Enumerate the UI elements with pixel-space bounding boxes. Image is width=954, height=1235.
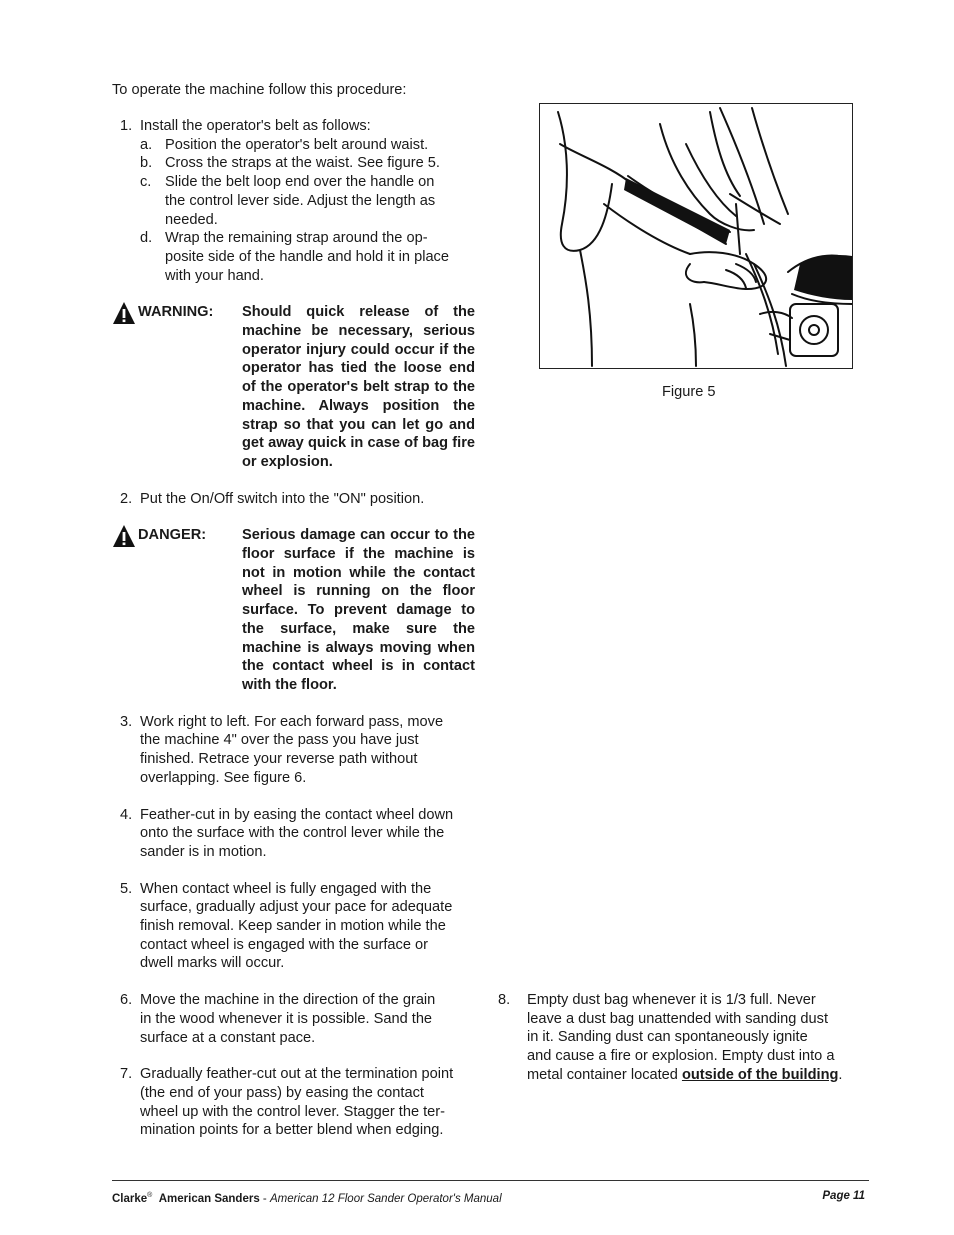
- substep-line: Cross the straps at the waist. See figure 5.: [165, 155, 440, 172]
- operator-belt-drawing: [540, 104, 852, 368]
- registered-mark: ®: [147, 1192, 153, 1199]
- substep-line: the control lever side. Adjust the length as: [165, 192, 436, 209]
- substep-letter: c.: [140, 174, 152, 191]
- step-line: When contact wheel is fully engaged with the: [140, 880, 432, 897]
- step-line: leave a dust bag unattended with sanding dust: [527, 1010, 829, 1027]
- step-number: 2.: [120, 490, 133, 507]
- step-line: the machine 4" over the pass you have just: [140, 732, 419, 749]
- step-line: (the end of your pass) by easing the contact: [140, 1084, 424, 1101]
- step-number: 8.: [498, 992, 511, 1008]
- step-text: Install the operator's belt as follows:: [140, 118, 371, 134]
- step-line: onto the surface with the control lever while the: [140, 825, 445, 842]
- substep-d: [112, 229, 482, 285]
- substep-c: [112, 173, 482, 229]
- step-line-suffix: .: [838, 1066, 843, 1083]
- step-line: wheel up with the control lever. Stagger the ter-: [140, 1103, 446, 1120]
- step-line: surface, gradually adjust your pace for adequate: [140, 899, 453, 916]
- step-2: [112, 490, 482, 509]
- step-line: [527, 1066, 873, 1085]
- substep-line: with your hand.: [165, 267, 264, 284]
- step-number: 7.: [120, 1066, 133, 1083]
- warning-label: [112, 303, 213, 322]
- substep-line: Slide the belt loop end over the handle on: [165, 174, 435, 191]
- step-line: in the wood whenever it is possible. Sand the: [140, 1010, 433, 1027]
- substep-letter: a.: [140, 136, 153, 153]
- page-footer: [112, 1187, 869, 1209]
- step-number: 3.: [120, 713, 133, 730]
- step-line: and cause a fire or explosion. Empty dust into a: [527, 1048, 835, 1065]
- step-4: [112, 806, 482, 862]
- step-line: Move the machine in the direction of the grain: [140, 992, 436, 1009]
- step-7: [112, 1065, 482, 1140]
- figure-caption: Figure 5: [662, 384, 716, 400]
- step-line: in it. Sanding dust can spontaneously ignite: [527, 1029, 808, 1046]
- step-line: surface at a constant pace.: [140, 1029, 316, 1046]
- step-line-prefix: metal container located: [527, 1066, 682, 1083]
- step-line: Feather-cut in by easing the contact wheel down: [140, 806, 454, 823]
- step-line: overlapping. See figure 6.: [140, 769, 307, 786]
- danger-text: Serious damage can occur to the floor surface if the machine is not in motion while the contact wheel is running on the floor surface. To prevent damage to the surface, make sure the machine is always moving when the contact wheel is in contact with the floor.: [242, 527, 475, 693]
- footer-brand: Clarke: [112, 1192, 148, 1205]
- substep-line: Position the operator's belt around waist.: [165, 136, 429, 153]
- step-number: 4.: [120, 806, 133, 823]
- substep-letter: d.: [140, 230, 153, 247]
- footer-company: American Sanders: [158, 1192, 260, 1205]
- danger-label: [112, 526, 206, 545]
- substep-line: needed.: [165, 211, 218, 228]
- figure-5-illustration: [539, 103, 853, 369]
- substep-line: Wrap the remaining strap around the op-: [165, 230, 428, 247]
- substep-letter: b.: [140, 155, 153, 172]
- step-line: Put the On/Off switch into the "ON" position.: [140, 490, 425, 507]
- step-number: 1.: [120, 118, 133, 134]
- step-line: contact wheel is engaged with the surface or: [140, 936, 428, 953]
- step-line: finished. Retrace your reverse path without: [140, 751, 418, 768]
- step-number: 5.: [120, 880, 133, 897]
- step-3: [112, 713, 482, 788]
- footer-separator: -: [259, 1192, 270, 1205]
- step-8: [498, 991, 873, 1085]
- step-5: [112, 880, 482, 974]
- page-number: Page 11: [822, 1190, 865, 1202]
- step-line: finish removal. Keep sander in motion while the: [140, 918, 446, 935]
- warning-notice: [112, 303, 482, 471]
- warning-label-text: WARNING:: [138, 304, 214, 321]
- footer-divider: [112, 1180, 869, 1181]
- warning-text: Should quick release of the machine be necessary, serious operator injury could occur if the operator has tied the loose end of the operator's belt strap to the machine. Always position the strap so that you can let go and get away quick in case of bag fire or explosion.: [242, 304, 475, 470]
- step-6: [112, 991, 482, 1047]
- substep-b: [112, 154, 482, 173]
- warning-triangle-icon: [112, 301, 136, 325]
- danger-triangle-icon: [112, 524, 136, 548]
- step-line: Empty dust bag whenever it is 1/3 full. Never: [527, 992, 816, 1008]
- step-8-text: [498, 991, 873, 1085]
- danger-notice: [112, 526, 482, 694]
- danger-label-text: DANGER:: [138, 527, 207, 544]
- substep-line: posite side of the handle and hold it in place: [165, 248, 449, 265]
- step-line: Work right to left. For each forward pass, move: [140, 713, 444, 730]
- substep-a: [112, 136, 482, 155]
- footer-manual-title: American 12 Floor Sander Operator's Manual: [269, 1192, 502, 1205]
- step-line: sander is in motion.: [140, 843, 267, 860]
- intro-text: To operate the machine follow this procedure:: [112, 82, 407, 98]
- step-line: dwell marks will occur.: [140, 955, 285, 972]
- step-number: 6.: [120, 992, 133, 1009]
- step-1: [112, 117, 482, 136]
- step-line: mination points for a better blend when edging.: [140, 1122, 444, 1139]
- emphasis-outside-building: outside of the building: [681, 1066, 839, 1083]
- step-line: Gradually feather-cut out at the termination point: [140, 1066, 454, 1083]
- left-column: [112, 117, 482, 1140]
